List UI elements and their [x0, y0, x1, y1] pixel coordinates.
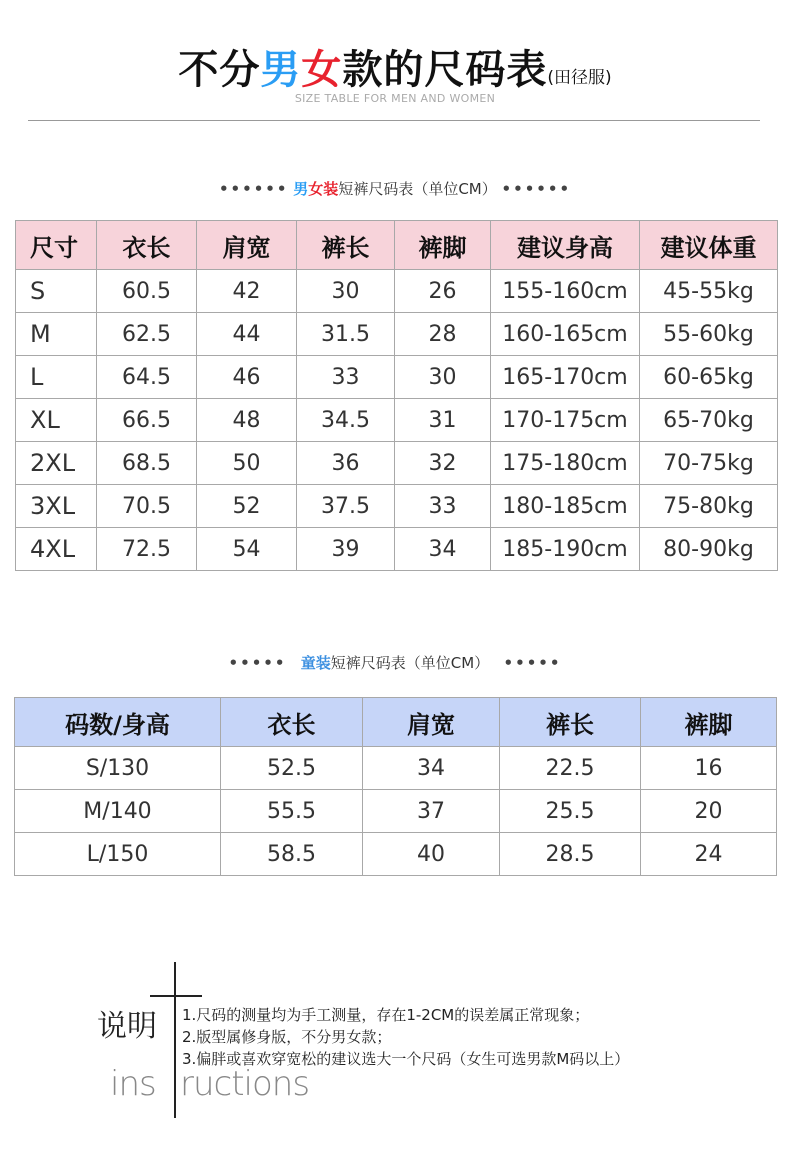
table-cell: 52	[197, 485, 297, 528]
table-cell: 39	[297, 528, 395, 571]
table-cell: 34	[363, 747, 500, 790]
table-cell: 80-90kg	[640, 528, 778, 571]
table-cell: 2XL	[16, 442, 97, 485]
table-cell: S	[16, 270, 97, 313]
table-cell: 50	[197, 442, 297, 485]
table-cell: 55-60kg	[640, 313, 778, 356]
table-cell: 155-160cm	[491, 270, 640, 313]
table-cell: 52.5	[221, 747, 363, 790]
table-cell: 70-75kg	[640, 442, 778, 485]
column-header: 建议体重	[640, 221, 778, 270]
table-cell: 42	[197, 270, 297, 313]
table-cell: 64.5	[97, 356, 197, 399]
notes-title: 说明	[97, 1009, 157, 1044]
table-cell: 40	[363, 833, 500, 876]
table-cell: 37	[363, 790, 500, 833]
note-item: 2.版型属修身版，不分男女款；	[182, 1028, 392, 1046]
table-cell: 45-55kg	[640, 270, 778, 313]
table-row	[16, 356, 778, 399]
table-cell: 36	[297, 442, 395, 485]
table-cell: 44	[197, 313, 297, 356]
column-header: 衣长	[97, 221, 197, 270]
column-header: 尺寸	[16, 221, 97, 270]
table-cell: 55.5	[221, 790, 363, 833]
title-note: (田径服)	[547, 68, 612, 88]
table-cell: 16	[641, 747, 777, 790]
table-cell: 70.5	[97, 485, 197, 528]
column-header: 肩宽	[363, 698, 500, 747]
table-cell: 37.5	[297, 485, 395, 528]
table-cell: 66.5	[97, 399, 197, 442]
table-row	[15, 833, 777, 876]
table-cell: 33	[395, 485, 491, 528]
table-cell: 20	[641, 790, 777, 833]
table-cell: 62.5	[97, 313, 197, 356]
table-cell: 24	[641, 833, 777, 876]
table-row	[16, 485, 778, 528]
table-cell: S/130	[15, 747, 221, 790]
table-cell: 46	[197, 356, 297, 399]
adult-table-caption: •••••• 男女装短裤尺码表（单位CM） ••••••	[218, 180, 572, 198]
notes-vertical-line	[174, 962, 176, 1118]
table-cell: 28	[395, 313, 491, 356]
table-cell: 22.5	[500, 747, 641, 790]
table-row	[16, 442, 778, 485]
table-header-row	[15, 698, 777, 747]
table-cell: 180-185cm	[491, 485, 640, 528]
table-cell: 30	[395, 356, 491, 399]
table-row	[16, 528, 778, 571]
table-cell: 30	[297, 270, 395, 313]
table-row	[16, 399, 778, 442]
table-row	[16, 270, 778, 313]
table-cell: L	[16, 356, 97, 399]
table-cell: 31	[395, 399, 491, 442]
table-cell: 165-170cm	[491, 356, 640, 399]
table-cell: 175-180cm	[491, 442, 640, 485]
instructions-deco-left: ins	[110, 1064, 156, 1104]
table-cell: 34	[395, 528, 491, 571]
kids-table-caption: ••••• 童装短裤尺码表（单位CM） •••••	[228, 654, 562, 672]
table-cell: 185-190cm	[491, 528, 640, 571]
page-title: 不分男女款的尺码表(田径服)	[178, 47, 612, 93]
divider	[28, 120, 760, 121]
table-header-row	[16, 221, 778, 270]
table-cell: 33	[297, 356, 395, 399]
table-cell: 26	[395, 270, 491, 313]
column-header: 肩宽	[197, 221, 297, 270]
notes-list	[182, 1004, 629, 1070]
table-cell: 4XL	[16, 528, 97, 571]
table-row	[15, 790, 777, 833]
table-cell: XL	[16, 399, 97, 442]
table-cell: M	[16, 313, 97, 356]
table-row	[15, 747, 777, 790]
page-subtitle: SIZE TABLE FOR MEN AND WOMEN	[294, 92, 496, 105]
instructions-deco-right: ructions	[180, 1064, 310, 1104]
note-item: 3.偏胖或喜欢穿宽松的建议选大一个尺码（女生可选男款M码以上）	[182, 1050, 630, 1068]
table-cell: 31.5	[297, 313, 395, 356]
note-item: 1.尺码的测量均为手工测量，存在1-2CM的误差属正常现象；	[182, 1006, 590, 1024]
adult-size-table	[15, 220, 778, 571]
column-header: 裤长	[500, 698, 641, 747]
kids-size-table	[14, 697, 777, 876]
table-cell: 60-65kg	[640, 356, 778, 399]
table-cell: 34.5	[297, 399, 395, 442]
column-header: 裤脚	[641, 698, 777, 747]
notes-horizontal-line	[150, 995, 202, 997]
table-cell: 72.5	[97, 528, 197, 571]
column-header: 裤脚	[395, 221, 491, 270]
table-cell: 48	[197, 399, 297, 442]
table-cell: 160-165cm	[491, 313, 640, 356]
table-cell: 3XL	[16, 485, 97, 528]
table-cell: 58.5	[221, 833, 363, 876]
table-cell: 75-80kg	[640, 485, 778, 528]
table-cell: 28.5	[500, 833, 641, 876]
column-header: 裤长	[297, 221, 395, 270]
table-cell: 68.5	[97, 442, 197, 485]
table-row	[16, 313, 778, 356]
table-cell: 32	[395, 442, 491, 485]
table-cell: M/140	[15, 790, 221, 833]
table-cell: 25.5	[500, 790, 641, 833]
table-cell: 54	[197, 528, 297, 571]
table-cell: 60.5	[97, 270, 197, 313]
table-cell: L/150	[15, 833, 221, 876]
column-header: 建议身高	[491, 221, 640, 270]
table-cell: 170-175cm	[491, 399, 640, 442]
column-header: 码数/身高	[15, 698, 221, 747]
table-cell: 65-70kg	[640, 399, 778, 442]
column-header: 衣长	[221, 698, 363, 747]
